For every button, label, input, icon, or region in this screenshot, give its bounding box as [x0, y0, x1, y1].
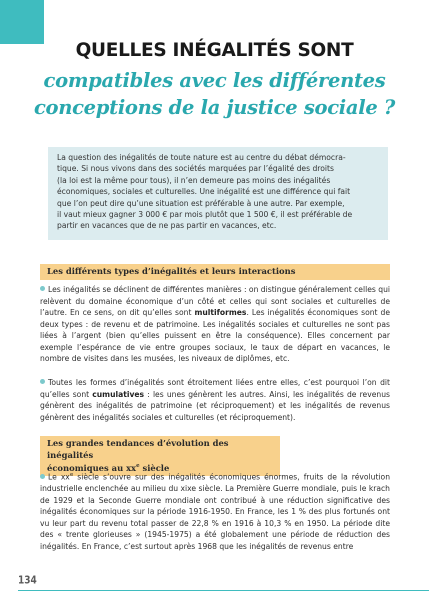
- section-heading-line: économiques au $xx^e$ siècle: [47, 462, 170, 473]
- footer-rule: [18, 590, 429, 591]
- bullet-icon: [40, 474, 45, 479]
- keyword: multiformes: [194, 308, 247, 318]
- superscript: e: [69, 472, 74, 478]
- paragraph-text: Le xx: [48, 472, 70, 482]
- paragraph-text: Les inégalités se déclinent de différentes manières : on distingue généralement celles qui relèvent du domaine économique d’un côté et celles qui sont sociales et culturelles de l’autre. En ce sens, on dit qu’elles sont: [40, 285, 390, 318]
- corner-tab: [0, 0, 44, 44]
- intro-line: il vaut mieux gagner 3 000 € par mois plutôt que 1 500 €, il est préférable de: [57, 210, 353, 220]
- paragraph-text: : les unes génèrent les autres. Ainsi, les inégalités de revenus génèrent des inégalités de patrimoine (et réciproquement) et les inégalités de revenus génèrent des inégalités sociales et culturelles (et réciproquement).: [40, 389, 390, 422]
- intro-line: La question des inégalités de toute nature est au centre du débat démocra-: [57, 153, 346, 162]
- section-heading-types: Les différents types d’inégalités et leurs interactions: [40, 264, 390, 280]
- paragraph-text: Toutes les formes d’inégalités sont étroitement liées entre elles, c’est pourquoi l’on dit qu’elles sont: [40, 378, 390, 399]
- title-line-2: compatibles avec les différentes: [43, 69, 386, 92]
- paragraph-text: siècle s’ouvre sur des inégalités économiques énormes, fruits de la révolution industrielle enclenchée au milieu du xixe siècle. La Première Guerre mondiale, puis le krach de 1929 et la Seconde Guerre mondiale ont contribué à une réduction significative des inégalités économiques sur la période 1916-1950. En France, les 1 % des plus fortunés ont vu leur part du revenu total passer de 22,8 % en 1916 à 10,3 % en 1950. La période dite des « trente glorieuses » (1945-1975) a été globalement une période de réduction des inégalités. En France, c’est surtout après 1968 que les inégalités de revenus entre: [40, 472, 391, 551]
- title-line-1: QUELLES INÉGALITÉS SONT: [75, 40, 354, 61]
- paragraph-trends: [40, 470, 390, 552]
- section-heading-line: Les grandes tendances d’évolution des inégalités: [47, 438, 229, 460]
- intro-line: que l’on peut dire qu’une situation est préférable à une autre. Par exemple,: [57, 198, 345, 208]
- bullet-icon: [40, 286, 45, 291]
- title-line-3: conceptions de la justice sociale ?: [33, 96, 396, 119]
- intro-box: [48, 147, 388, 240]
- intro-line: partir en vacances que de ne pas partir en vacances, etc.: [57, 221, 277, 231]
- paragraph-types: [40, 284, 390, 365]
- page-number: 134: [18, 575, 37, 587]
- intro-line: tique. Si nous vivons dans des sociétés marquées par l’égalité des droits: [57, 164, 334, 174]
- paragraph-text: . Les inégalités économiques sont de deux types : de revenu et de patrimoine. Les inégalités sociales et culturelles ne sont pas liées à l’argent (bien qu’elles puissent en être la conséquence). Elles concernent par exemple l’espérance de vie entre groupes sociaux, le taux de départ en vacances, le nombre de visites dans les musées, les niveaux de diplômes, etc.: [40, 308, 390, 364]
- paragraph-cumulative: [40, 377, 390, 423]
- bullet-icon: [40, 379, 45, 384]
- keyword: cumulatives: [92, 389, 145, 399]
- intro-line: économiques, sociales et culturelles. Une inégalité est une différence qui fait: [57, 187, 351, 197]
- intro-line: (la loi est la même pour tous), il n’en demeure pas moins des inégalités: [57, 175, 331, 185]
